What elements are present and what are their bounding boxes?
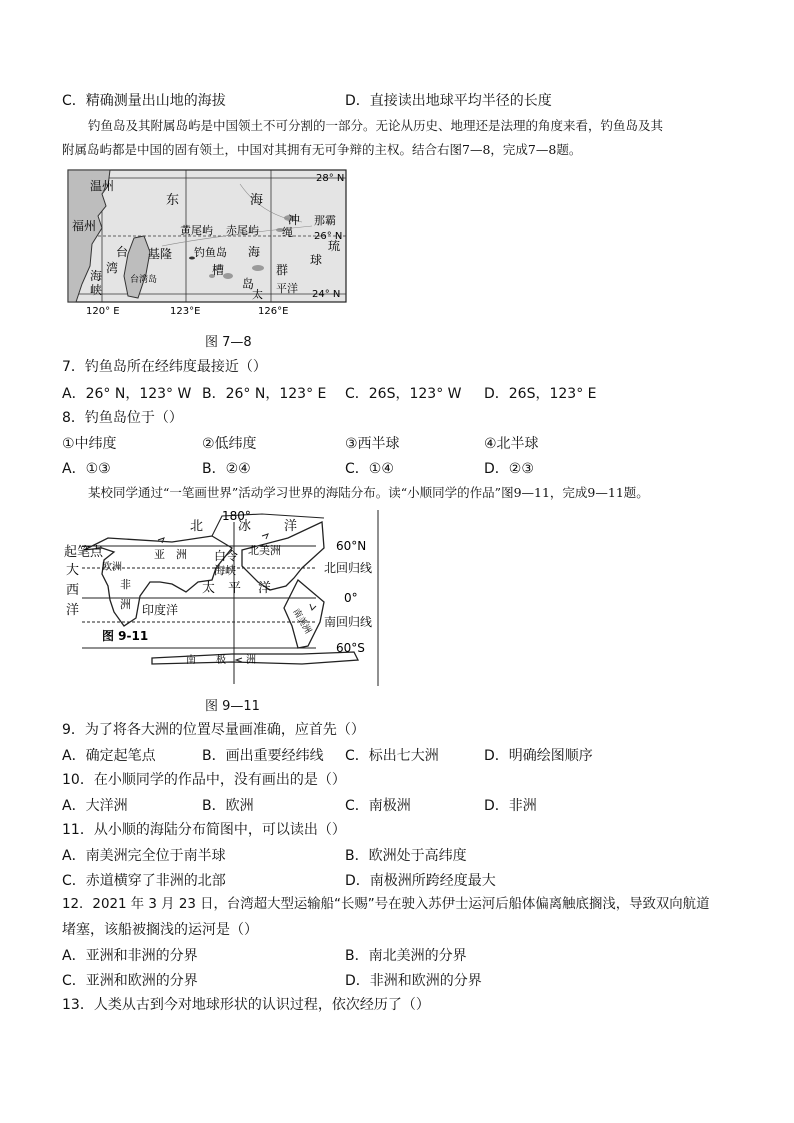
label-tai-ocean: 太 [252, 288, 263, 301]
label-bei: 北 [190, 519, 204, 534]
q10-option-d: D．非洲 [484, 798, 537, 814]
label-da: 大 [66, 563, 80, 578]
intro1-line1: 钓鱼岛及其附属岛屿是中国领土不可分割的一部分。无论从历史、地理还是法理的角度来看，钓鱼岛及其 [88, 118, 664, 133]
q7-option-c: C．26S，123° W [345, 386, 462, 402]
label-pingyang: 平洋 [276, 282, 298, 295]
label-cao: 槽 [212, 263, 225, 277]
q13-stem: 13．人类从古到今对地球形状的认识过程，依次经历了（） [62, 997, 430, 1013]
q7-option-d: D．26S，123° E [484, 386, 597, 402]
label-ping: 平 [228, 581, 242, 596]
label-fuzhou: 福州 [72, 219, 97, 233]
q9-option-d: D．明确绘图顺序 [484, 748, 593, 764]
q11-option-b: B．欧洲处于高纬度 [345, 848, 467, 864]
q11-option-c: C．赤道横穿了非洲的北部 [62, 873, 226, 889]
q10-stem: 10．在小顺同学的作品中，没有画出的是（） [62, 772, 346, 788]
label-wenzhou: 温州 [90, 179, 115, 193]
label-sheng: 绳 [282, 226, 293, 239]
q8-item-3: ③西半球 [345, 436, 400, 452]
q8-option-a: A．①③ [62, 461, 111, 477]
label-tropic-n: 北回归线 [324, 561, 373, 575]
label-yang: 洋 [284, 519, 298, 534]
label-chiweiyu: 赤尾屿 [226, 224, 259, 237]
label-equator: 0° [344, 591, 358, 605]
label-dao: 岛 [242, 277, 255, 291]
q9-stem: 9．为了将各大洲的位置尽量画准确，应首先（） [62, 722, 365, 738]
label-xia: 峡 [90, 283, 103, 297]
q10-option-a: A．大洋洲 [62, 798, 128, 814]
label-fei: 非 [120, 578, 131, 591]
lat-28-label: 28° N [316, 173, 345, 184]
q7-stem: 7．钓鱼岛所在经纬度最接近（） [62, 359, 267, 375]
q9-option-a: A．确定起笔点 [62, 748, 156, 764]
q6-option-c: C．精确测量出山地的海拔 [62, 93, 226, 109]
q9-option-c: C．标出七大洲 [345, 748, 439, 764]
label-tai: 台 [116, 245, 129, 259]
label-xi: 西 [66, 583, 80, 598]
label-dong: 东 [166, 193, 180, 208]
figure-9-11-caption: 图 9—11 [205, 699, 260, 714]
label-tropic-s: 南回归线 [324, 615, 373, 629]
label-hai-3: 海 [90, 269, 103, 283]
lat-26-label: 26° N [314, 231, 343, 242]
label-haixia: 海峡 [214, 564, 236, 577]
q7-option-a: A．26° N，123° W [62, 386, 192, 402]
label-indian-ocean: 印度洋 [142, 603, 179, 617]
q12-stem-line2: 堵塞，该船被搁浅的运河是（） [62, 922, 258, 938]
q12-option-b: B．南北美洲的分界 [345, 948, 467, 964]
q8-stem: 8．钓鱼岛位于（） [62, 410, 183, 426]
q8-option-c: C．①④ [345, 461, 394, 477]
label-bailing: 白令 [214, 549, 239, 563]
label-60n: 60°N [336, 539, 367, 553]
label-tai: 太 [202, 581, 216, 596]
label-huangweiyu: 黄尾屿 [180, 224, 213, 237]
q10-option-b: B．欧洲 [202, 798, 254, 814]
map-one-stroke [62, 508, 392, 688]
q11-stem: 11．从小顺的海陆分布简图中，可以读出（） [62, 822, 346, 838]
label-hai: 海 [250, 193, 264, 208]
label-180: 180° [222, 509, 251, 523]
label-north-america: 北美洲 [248, 544, 281, 557]
q8-option-b: B．②④ [202, 461, 251, 477]
q8-item-1: ①中纬度 [62, 436, 117, 452]
label-liu: 琉 [328, 239, 341, 253]
label-zhou: 洲 [120, 598, 131, 611]
label-diaoyudao: 钓鱼岛 [194, 246, 227, 259]
q8-item-4: ④北半球 [484, 436, 539, 452]
map-one-stroke-figure [62, 508, 392, 688]
q11-option-d: D．南极洲所跨经度最大 [345, 873, 496, 889]
label-qiu: 球 [310, 253, 323, 267]
lon-126-label: 126°E [258, 306, 289, 317]
label-asia: 亚 洲 [154, 548, 187, 561]
label-taiwan-island: 台湾岛 [130, 275, 158, 285]
lat-24-label: 24° N [312, 289, 341, 300]
q7-option-b: B．26° N，123° E [202, 386, 327, 402]
label-naba: 那霸 [314, 214, 336, 227]
label-south-america: 南美洲 [290, 607, 313, 636]
q9-option-b: B．画出重要经纬线 [202, 748, 324, 764]
label-figure-inner: 图 9-11 [102, 629, 149, 643]
q11-option-a: A．南美洲完全位于南半球 [62, 848, 226, 864]
label-yang-3: 洋 [258, 581, 272, 596]
label-qun: 群 [276, 263, 289, 277]
label-jilong: 基隆 [148, 247, 173, 261]
label-start-point: 起笔点 [64, 545, 104, 560]
q8-item-2: ②低纬度 [202, 436, 257, 452]
q12-option-c: C．亚洲和欧洲的分界 [62, 973, 198, 989]
q12-option-a: A．亚洲和非洲的分界 [62, 948, 198, 964]
intro2-line1: 某校同学通过“一笔画世界”活动学习世界的海陆分布。读“小顺同学的作品”图9—11，完成9—11题。 [88, 485, 649, 500]
label-bing: 冰 [238, 519, 252, 534]
label-chong: 冲 [288, 213, 301, 227]
intro1-line2: 附属岛屿都是中国的固有领土，中国对其拥有无可争辩的主权。结合右图7—8，完成7—8题。 [62, 142, 582, 157]
label-hai-2: 海 [248, 245, 261, 259]
q8-option-d: D．②③ [484, 461, 534, 477]
label-wan: 湾 [106, 261, 119, 275]
label-europe: 欧洲 [102, 562, 122, 573]
figure-7-8-caption: 图 7—8 [205, 335, 252, 350]
lon-123-label: 123°E [170, 306, 201, 317]
label-yang-2: 洋 [66, 603, 80, 618]
q12-option-d: D．非洲和欧洲的分界 [345, 973, 482, 989]
map-diaoyu-figure [62, 166, 354, 318]
map-diaoyu [62, 166, 354, 318]
q6-option-d: D．直接读出地球平均半径的长度 [345, 93, 552, 109]
label-60s: 60°S [336, 641, 365, 655]
lon-120-label: 120° E [86, 306, 120, 317]
label-antarctica: 南 极 洲 [186, 655, 256, 666]
q10-option-c: C．南极洲 [345, 798, 411, 814]
q12-stem-line1: 12．2021 年 3 月 23 日，台湾超大型运输船“长赐”号在驶入苏伊士运河后船体偏离触底搁浅，导致双向航道 [62, 897, 710, 912]
